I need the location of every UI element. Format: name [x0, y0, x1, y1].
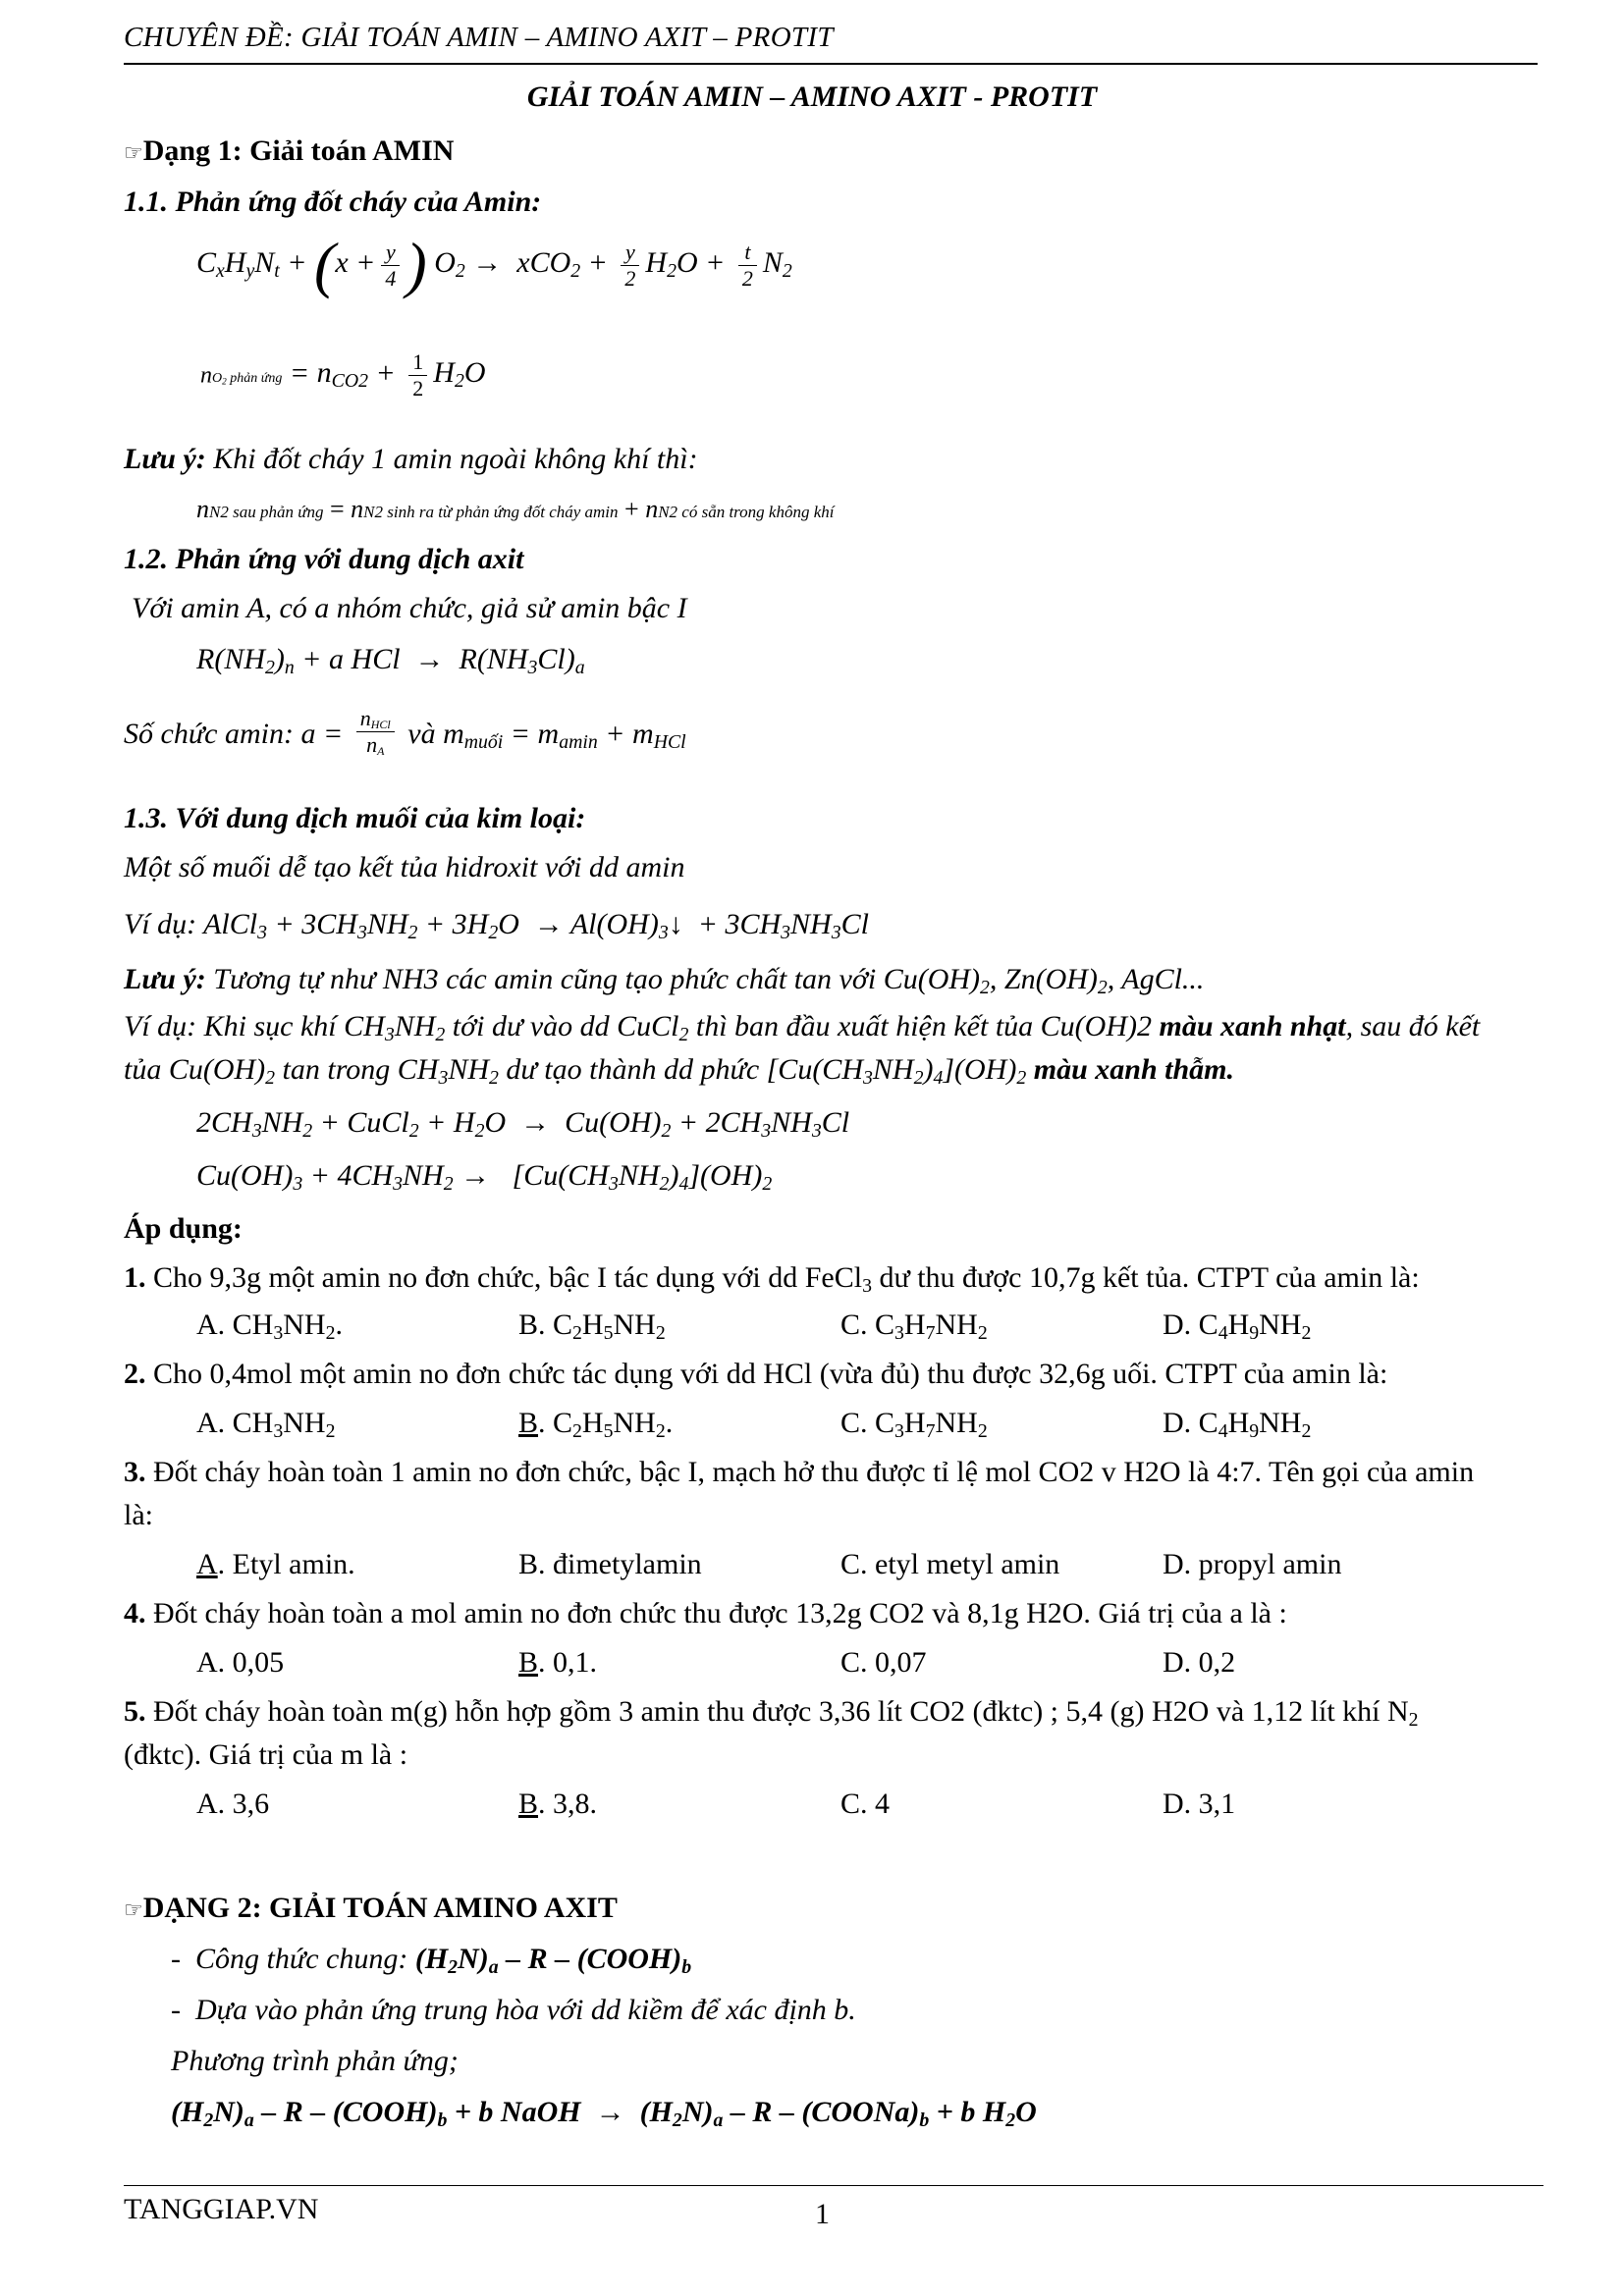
dang1-heading: ☞Dạng 1: Giải toán AMIN	[124, 134, 455, 167]
q4-option-c: C. 0,07	[840, 1646, 927, 1679]
dang2-line-3: Phương trình phản ứng;	[171, 2045, 459, 2077]
combustion-equation: $C_xH_yN_t + (x$ + $\frac{y}{4}$ ) $O_2 \to xCO_2$ + $\frac{y}{2}$ $H_2O$ + $\frac{t}{2}$ $N_2$	[196, 230, 792, 299]
acid-equation: $R(NH_2)_n + a$ HCl → $R(NH_3Cl)_a$	[196, 643, 585, 678]
dang2-line-1: - Công thức chung: $(H_2N)_a$ – R – $(COOH)_b$	[171, 1943, 692, 1978]
nitrogen-equation: nN2 sau phản ứng = nN2 sinh ra từ phản ứng đốt cháy amin + nN2 có sẵn trong không khí	[196, 495, 835, 523]
function-count-formula: Số chức amin: a = $\frac{n_{HCl}}{n_A}$ và $m_{muối} = m_{amin} + m_{HCl}$	[124, 705, 686, 758]
q1-option-d: D. $C_4H_9NH_2$	[1163, 1308, 1312, 1344]
page-number: 1	[815, 2198, 830, 2230]
question-4: 4. Đốt cháy hoàn toàn a mol amin no đơn chức thu được 13,2g CO2 và 8,1g H2O. Giá trị của a là :	[124, 1597, 1287, 1629]
example-1: Ví dụ: AlCl$_3$ + $3CH_3NH_2 + 3H_2O$ → $Al(OH)_3↓ + 3CH_3NH_3Cl$	[124, 908, 869, 943]
q3-option-a: A. Etyl amin.	[196, 1548, 355, 1580]
q3-option-c: C. etyl metyl amin	[840, 1548, 1060, 1580]
s12-heading: 1.2. Phản ứng với dung dịch axit	[124, 543, 524, 575]
header-rule	[124, 63, 1538, 65]
question-2: 2. Cho 0,4mol một amin no đơn chức tác dụng với dd HCl (vừa đủ) thu được 32,6g uối. CTPT của amin là:	[124, 1358, 1388, 1390]
note-1: Lưu ý: Khi đốt cháy 1 amin ngoài không khí thì:	[124, 443, 698, 475]
question-3-line2: là:	[124, 1499, 153, 1531]
q4-option-a: A. 0,05	[196, 1646, 285, 1679]
q5-option-c: C. 4	[840, 1788, 891, 1820]
copper-equation-1: $2CH_3NH_2$ + CuCl$_2$ + $H_2O \to Cu(OH)_2 + 2CH_3NH_3Cl$	[196, 1106, 850, 1142]
q3-option-d: D. propyl amin	[1163, 1548, 1342, 1580]
q5-option-d: D. 3,1	[1163, 1788, 1236, 1820]
s13-intro: Một số muối dễ tạo kết tủa hidroxit với dd amin	[124, 851, 685, 883]
pointing-hand-icon: ☞	[124, 141, 143, 166]
footer-rule	[124, 2185, 1543, 2186]
question-5-line2: (đktc). Giá trị của m là :	[124, 1738, 408, 1771]
example-2-line2: tủa $Cu(OH)_2$ tan trong $CH_3NH_2$ dư tạo thành dd phức $[Cu(CH_3NH_2)_4](OH)_2$ màu xanh thẫm.	[124, 1053, 1234, 1089]
s13-heading: 1.3. Với dung dịch muối của kim loại:	[124, 802, 586, 834]
note-2: Lưu ý: Tương tự như NH3 các amin cũng tạo phức chất tan với $Cu(OH)_2$, $Zn(OH)_2$, AgCl...	[124, 963, 1205, 998]
q2-option-b: B. $C_2H_5NH_2$.	[518, 1407, 674, 1442]
q1-option-c: C. $C_3H_7NH_2$	[840, 1308, 988, 1344]
example-2-line1: Ví dụ: Khi sục khí $CH_3NH_2$ tới dư vào dd CuCl$_2$ thì ban đầu xuất hiện kết tủa Cu(OH)2 màu xanh nhạt, sau đó kết	[124, 1010, 1481, 1045]
q5-option-a: A. 3,6	[196, 1788, 270, 1820]
q2-option-a: A. $CH_3NH_2$	[196, 1407, 336, 1442]
copper-equation-2: $Cu(OH)_3 + 4CH_3NH_2 \to [Cu(CH_3NH_2)_4](OH)_2$	[196, 1159, 773, 1195]
q4-option-d: D. 0,2	[1163, 1646, 1236, 1679]
pointing-hand-icon: ☞	[124, 1898, 143, 1923]
page-title: GIẢI TOÁN AMIN – AMINO AXIT - PROTIT	[526, 80, 1098, 113]
oxygen-equation: $nO_2$ phản ứng = $n_{CO2}$ + $\frac{1}{2}$ $H_2O$	[200, 349, 486, 400]
s12-intro: Với amin A, có a nhóm chức, giả sử amin bậc I	[132, 592, 687, 624]
dang2-heading: ☞DẠNG 2: GIẢI TOÁN AMINO AXIT	[124, 1892, 618, 1924]
question-5: 5. Đốt cháy hoàn toàn m(g) hỗn hợp gồm 3 amin thu được 3,36 lít CO2 (đktc) ; 5,4 (g) H2O và 1,12 lít khí $N_2$	[124, 1695, 1419, 1731]
s11-heading: 1.1. Phản ứng đốt cháy của Amin:	[124, 186, 542, 218]
q3-option-b: B. đimetylamin	[518, 1548, 702, 1580]
q2-option-c: C. $C_3H_7NH_2$	[840, 1407, 988, 1442]
q1-option-a: A. $CH_3NH_2$.	[196, 1308, 343, 1344]
apdung-heading: Áp dụng:	[124, 1212, 243, 1245]
question-1: 1. Cho 9,3g một amin no đơn chức, bậc I tác dụng với dd FeCl$_3$ dư thu được 10,7g kết tủa. CTPT của amin là:	[124, 1261, 1420, 1297]
running-header: CHUYÊN ĐỀ: GIẢI TOÁN AMIN – AMINO AXIT – PROTIT	[124, 22, 834, 53]
q2-option-d: D. $C_4H_9NH_2$	[1163, 1407, 1312, 1442]
dang2-line-2: - Dựa vào phản ứng trung hòa với dd kiềm để xác định b.	[171, 1994, 856, 2026]
neutralization-equation: $(H_2N)_a$ – $R - (COOH)_b + b$ NaOH → $(H_2N)_a$ – $R - (COONa)_b + b$ $H_2O$	[171, 2096, 1037, 2131]
q1-option-b: B. $C_2H_5NH_2$	[518, 1308, 666, 1344]
question-3: 3. Đốt cháy hoàn toàn 1 amin no đơn chức, bậc I, mạch hở thu được tỉ lệ mol CO2 v H2O là 4:7. Tên gọi của amin	[124, 1456, 1475, 1488]
footer-site: TANGGIAP.VN	[124, 2193, 319, 2225]
q5-option-b: B. 3,8.	[518, 1788, 598, 1820]
q4-option-b: B. 0,1.	[518, 1646, 598, 1679]
